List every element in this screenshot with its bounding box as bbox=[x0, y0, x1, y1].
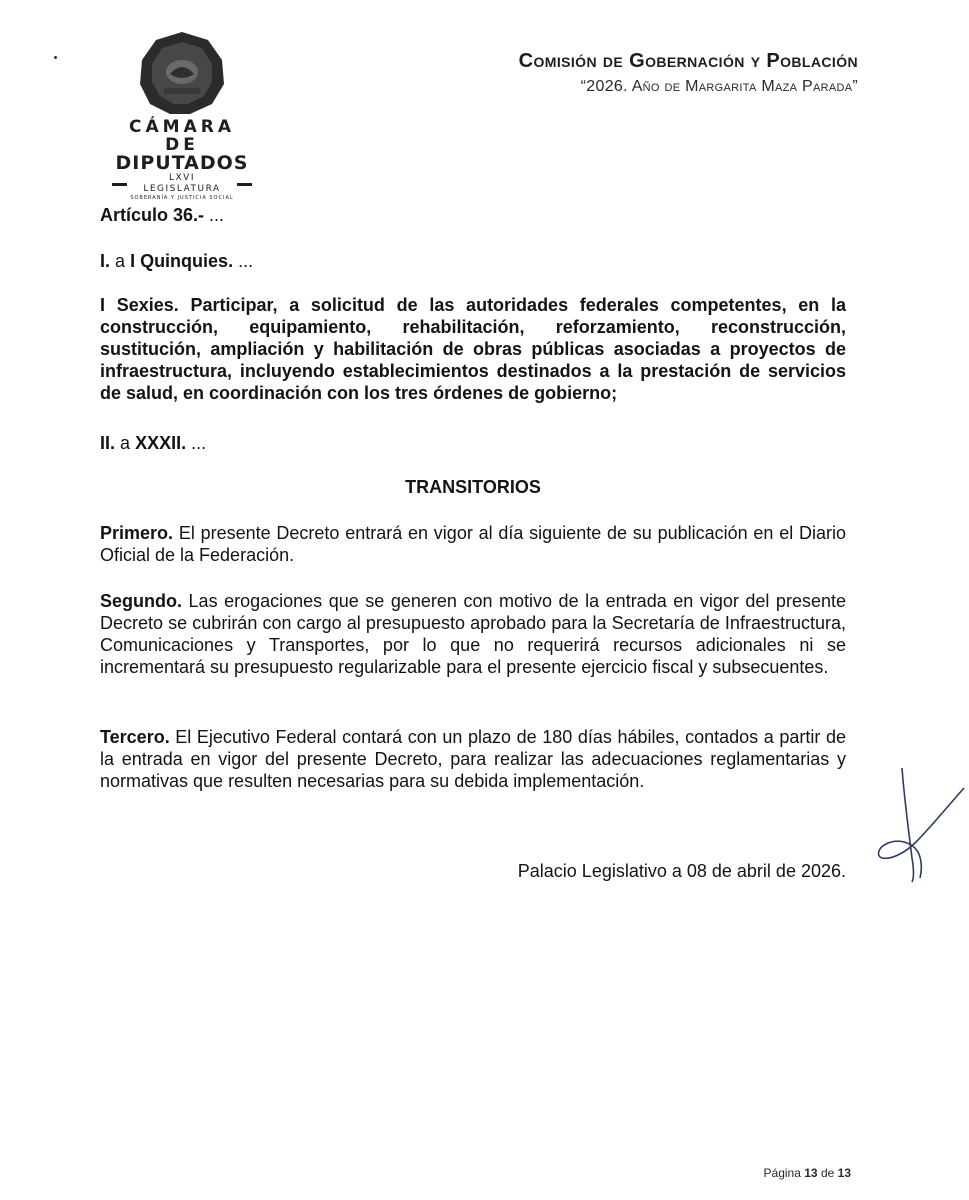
scan-speck bbox=[54, 56, 57, 59]
fraction-i-ellipsis: ... bbox=[238, 251, 254, 271]
tercero-paragraph bbox=[100, 726, 846, 792]
page-word: Página bbox=[763, 1166, 801, 1180]
article-36-label: Artículo 36.- bbox=[100, 205, 205, 225]
page-of: de bbox=[820, 1166, 835, 1180]
transitorios-heading: TRANSITORIOS bbox=[405, 477, 541, 497]
fraction-i-label: I. bbox=[100, 251, 111, 271]
signature-icon bbox=[868, 766, 968, 886]
fraction-i-paragraph bbox=[100, 250, 253, 272]
logo-line-diputados: DIPUTADOS bbox=[115, 152, 249, 174]
article-36-paragraph bbox=[100, 204, 224, 226]
primero-paragraph bbox=[100, 522, 846, 566]
tercero-text: El Ejecutivo Federal contará con un plazo de 180 días hábiles, contados a partir de la entrada en vigor del presente Decreto, para realizar las adecuaciones reglamentarias y normativas que resulten necesarias para su debida implementación. bbox=[100, 727, 846, 791]
fraction-i-connector: a bbox=[115, 251, 126, 271]
segundo-paragraph bbox=[100, 590, 846, 678]
logo-line-legislatura bbox=[112, 173, 252, 195]
page-footer bbox=[764, 1166, 851, 1180]
segundo-label: Segundo. bbox=[100, 591, 182, 611]
tercero-label: Tercero. bbox=[100, 727, 170, 747]
logo-line-motto: SOBERANÍA Y JUSTICIA SOCIAL bbox=[130, 195, 234, 201]
fraction-ii-connector: a bbox=[120, 433, 131, 453]
year-motto: “2026. Año de Margarita Maza Parada” bbox=[580, 78, 858, 95]
place-and-date: Palacio Legislativo a 08 de abril de 2026. bbox=[517, 861, 846, 881]
page-current: 13 bbox=[804, 1166, 818, 1180]
primero-text: El presente Decreto entrará en vigor al día siguiente de su publicación en el Diario Oficial de la Federación. bbox=[100, 523, 846, 565]
commission-title: Comisión de Gobernación y Población bbox=[518, 50, 858, 72]
logo-bar-right bbox=[237, 183, 252, 186]
fraction-xxxii-label: XXXII. bbox=[135, 433, 187, 453]
coat-of-arms-icon bbox=[134, 30, 230, 116]
article-36-ellipsis: ... bbox=[209, 205, 225, 225]
fraction-i-sexies-paragraph: I Sexies. Participar, a solicitud de las autoridades federales competentes, en la construcción, equipamiento, rehabilitación, reforzamiento, reconstrucción, sustitución, ampliación y habilitación de obras públicas asociadas a proyectos de infraestructura, incluyendo establecimientos destinados a la prestación de servicios de salud, en coordinación con los tres órdenes de gobierno; bbox=[100, 295, 846, 403]
fraction-ii-paragraph bbox=[100, 432, 206, 454]
fraction-ii-ellipsis: ... bbox=[191, 433, 207, 453]
segundo-text: Las erogaciones que se generen con motivo de la entrada en vigor del presente Decreto se cubrirán con cargo al presupuesto aprobado para la Secretaría de Infraestructura, Comunicaciones y Transportes, por lo que no requerirá recursos adicionales ni se incrementará su presupuesto regularizable para el presente ejercicio fiscal y subsecuentes. bbox=[100, 591, 846, 677]
page-total: 13 bbox=[837, 1166, 851, 1180]
camara-logo bbox=[112, 30, 252, 201]
primero-label: Primero. bbox=[100, 523, 174, 543]
logo-bar-left bbox=[112, 183, 127, 186]
logo-line-camara: CÁMARA DE bbox=[129, 117, 235, 155]
logo-legislatura-text: LXVI LEGISLATURA bbox=[143, 173, 221, 194]
fraction-i-quinquies: I Quinquies. bbox=[130, 251, 234, 271]
fraction-ii-label: II. bbox=[100, 433, 116, 453]
